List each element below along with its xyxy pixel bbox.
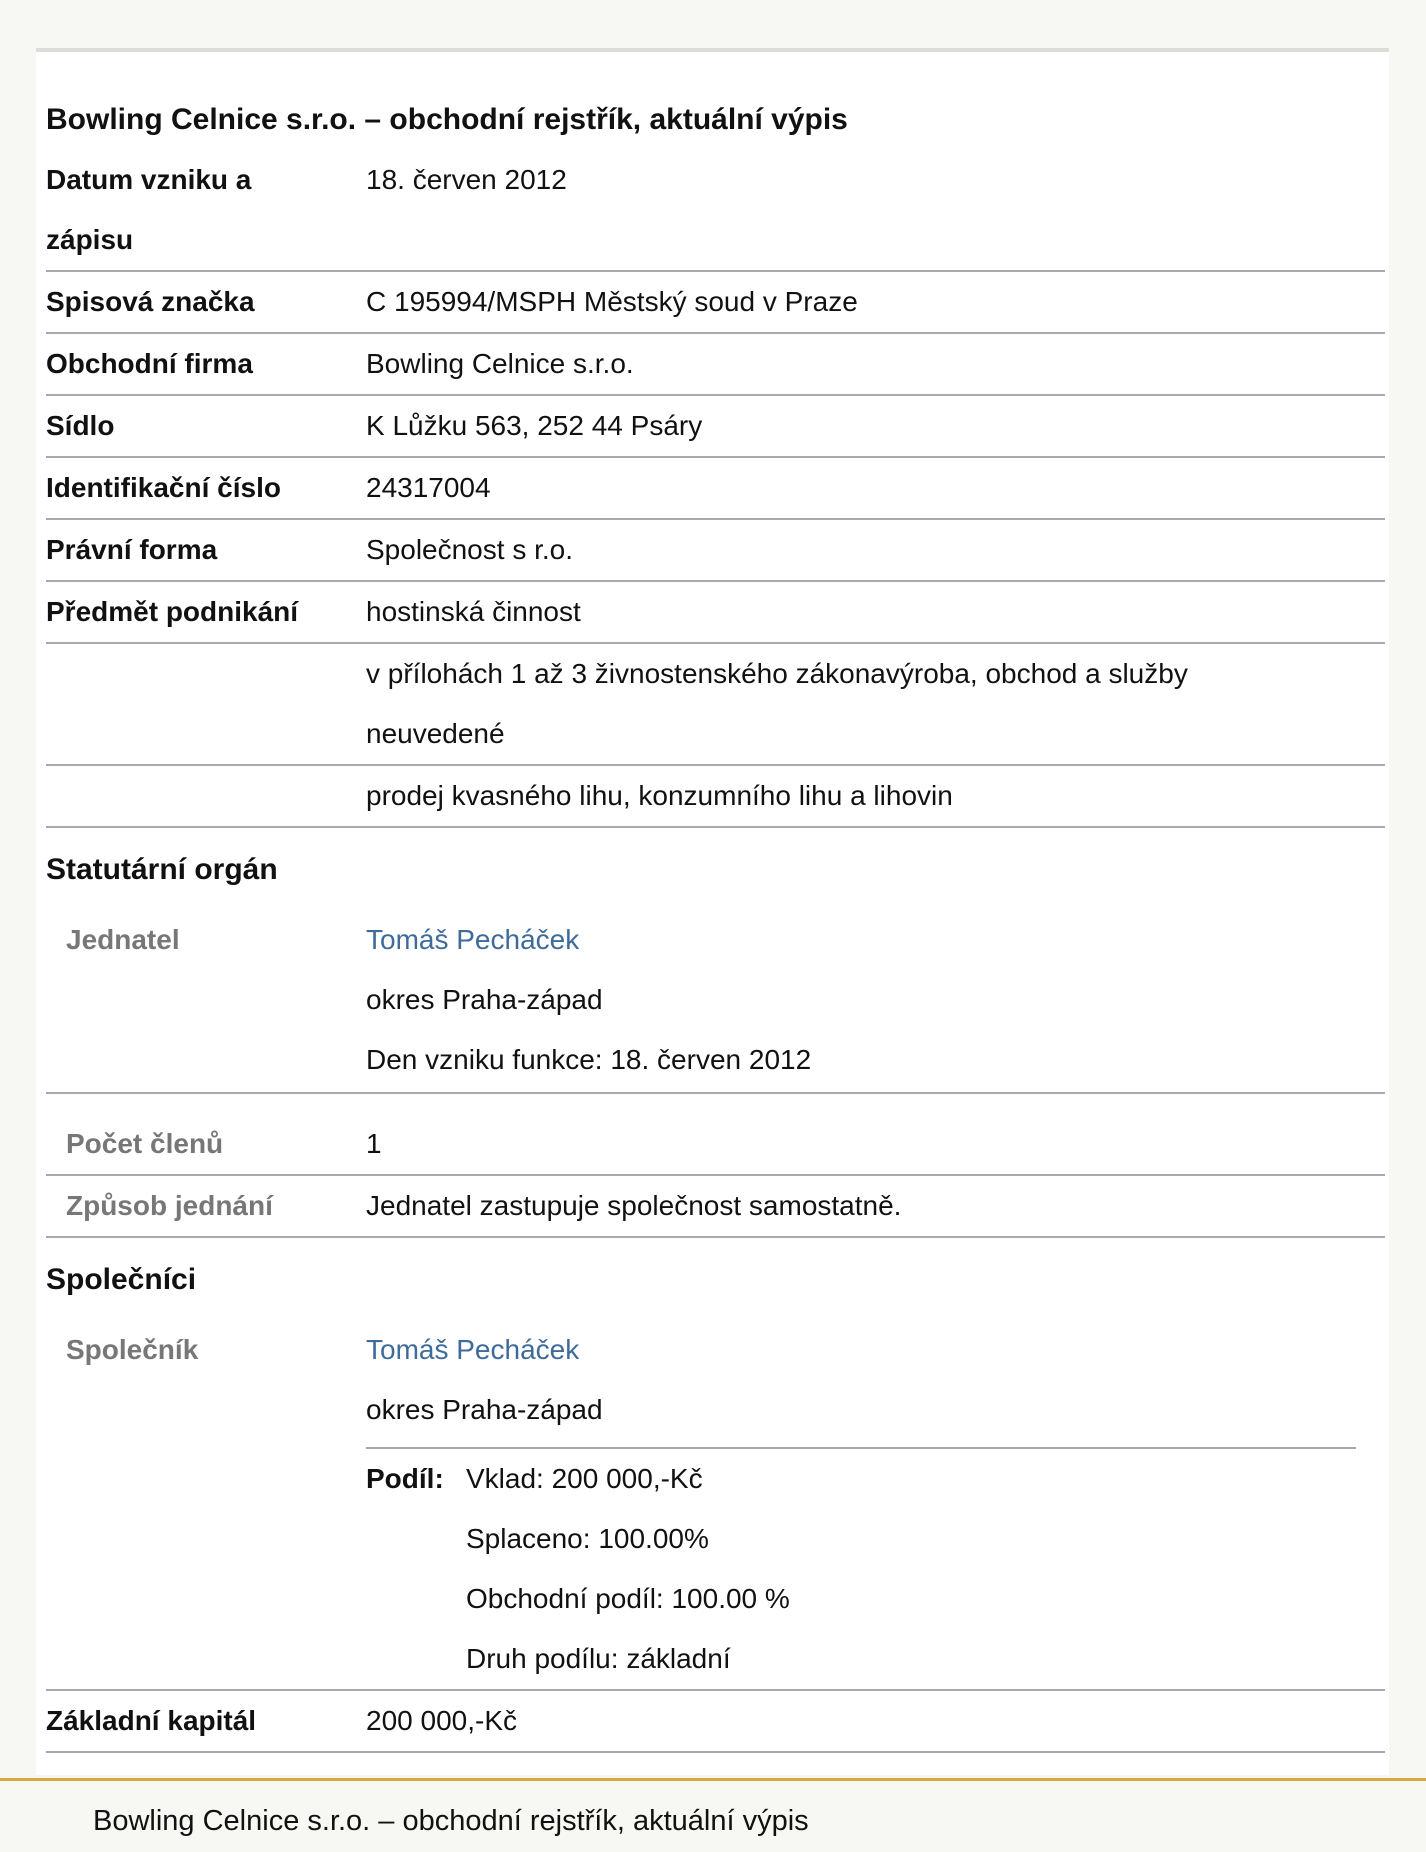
label-empty xyxy=(46,644,366,764)
row-zakladni-kapital xyxy=(46,1691,1385,1753)
spolecnik-district: okres Praha-západ xyxy=(366,1394,603,1425)
row-sidlo xyxy=(46,396,1385,458)
value-spolecnik xyxy=(366,1320,1385,1689)
podil-block xyxy=(366,1447,1356,1689)
value-pocet-clenu: 1 xyxy=(366,1128,382,1159)
section-spolecnici: Společníci xyxy=(46,1263,197,1296)
value-sidlo: K Lůžku 563, 252 44 Psáry xyxy=(366,410,703,441)
row-zpusob-jednani xyxy=(46,1176,1385,1238)
value-zpusob-jednani: Jednatel zastupuje společnost samostatně. xyxy=(366,1190,902,1221)
value-spisova-znacka: C 195994/MSPH Městský soud v Praze xyxy=(366,286,858,317)
label-predmet-podnikani: Předmět podnikání xyxy=(46,596,299,627)
value-predmet-2: v přílohách 1 až 3 živnostenského zákonavýroba, obchod a služby neuvedené xyxy=(366,658,1188,749)
section-statutarni-organ: Statutární orgán xyxy=(46,853,278,886)
label-sidlo: Sídlo xyxy=(46,410,115,441)
value-obchodni-firma: Bowling Celnice s.r.o. xyxy=(366,348,634,379)
row-obchodni-firma xyxy=(46,334,1385,396)
jednatel-district: okres Praha-západ xyxy=(366,984,603,1015)
row-jednatel xyxy=(46,910,1385,1094)
label-pravni-forma: Právní forma xyxy=(46,534,218,565)
footer-title: Bowling Celnice s.r.o. – obchodní rejstřík, aktuální výpis xyxy=(93,1805,809,1837)
podil-obchodni: Obchodní podíl: 100.00 % xyxy=(466,1583,790,1614)
label-spisova-znacka: Spisová značka xyxy=(46,286,255,317)
registry-panel xyxy=(36,48,1389,1775)
value-predmet-1: hostinská činnost xyxy=(366,596,581,627)
row-pravni-forma xyxy=(46,520,1385,582)
value-identifikacni-cislo: 24317004 xyxy=(366,472,491,503)
label-text: Datum vzniku a zápisu xyxy=(46,164,252,255)
value-predmet-3: prodej kvasného lihu, konzumního lihu a lihovin xyxy=(366,780,953,811)
footer-bar xyxy=(0,1778,1426,1852)
page-title: Bowling Celnice s.r.o. – obchodní rejstřík, aktuální výpis xyxy=(46,103,848,136)
podil-druh: Druh podílu: základní xyxy=(466,1643,731,1674)
value-jednatel xyxy=(366,910,1385,1090)
value-pravni-forma: Společnost s r.o. xyxy=(366,534,574,565)
row-spisova-znacka xyxy=(46,272,1385,334)
label-zakladni-kapital: Základní kapitál xyxy=(46,1705,257,1736)
label-identifikacni-cislo: Identifikační číslo xyxy=(46,472,281,503)
jednatel-since: Den vzniku funkce: 18. červen 2012 xyxy=(366,1044,812,1075)
value-zakladni-kapital: 200 000,-Kč xyxy=(366,1705,517,1736)
row-pocet-clenu xyxy=(46,1094,1385,1176)
podil-vklad: Vklad: 200 000,-Kč xyxy=(466,1463,703,1494)
registry-table xyxy=(46,150,1385,1753)
spolecnik-name-link[interactable]: Tomáš Pecháček xyxy=(366,1334,580,1365)
podil-label: Podíl: xyxy=(366,1463,444,1494)
podil-values xyxy=(466,1449,1356,1689)
row-predmet-2 xyxy=(46,644,1385,766)
row-predmet-1 xyxy=(46,582,1385,644)
label-obchodni-firma: Obchodní firma xyxy=(46,348,253,379)
label-datum-vzniku xyxy=(46,150,366,270)
label-zpusob-jednani: Způsob jednání xyxy=(66,1190,273,1221)
jednatel-name-link[interactable]: Tomáš Pecháček xyxy=(366,924,580,955)
row-datum-vzniku xyxy=(46,150,1385,272)
row-identifikacni-cislo xyxy=(46,458,1385,520)
row-predmet-3 xyxy=(46,766,1385,828)
label-empty xyxy=(46,766,366,826)
label-pocet-clenu: Počet členů xyxy=(66,1128,224,1159)
label-jednatel: Jednatel xyxy=(66,924,180,955)
row-spolecnik xyxy=(46,1320,1385,1691)
label-spolecnik: Společník xyxy=(66,1334,199,1365)
podil-splaceno: Splaceno: 100.00% xyxy=(466,1523,709,1554)
value-datum-vzniku: 18. červen 2012 xyxy=(366,164,567,195)
